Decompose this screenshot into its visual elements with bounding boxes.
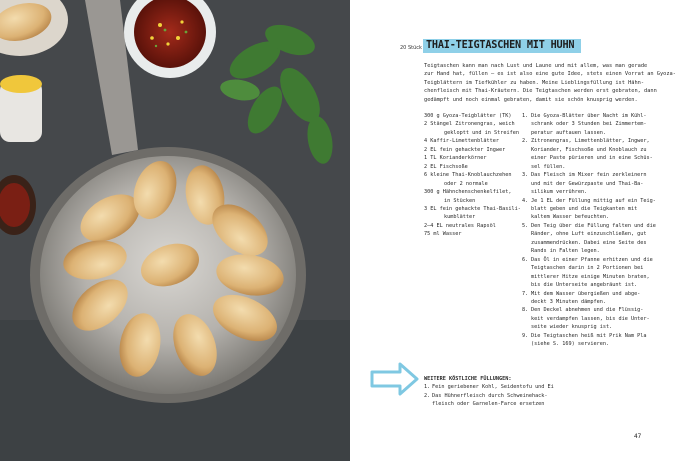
- step-number: 5.: [522, 222, 529, 229]
- step: [522, 112, 647, 137]
- more-fillings-title: WEITERE KÖSTLICHE FÜLLUNGEN:: [424, 376, 512, 382]
- ingredient-line: kumblätter: [444, 214, 476, 221]
- servings: 20 Stück: [400, 45, 422, 51]
- page-number: 47: [634, 433, 642, 440]
- step-text: mittlerer Hitze einige Minuten braten,: [531, 273, 650, 280]
- more-fillings: [424, 375, 584, 409]
- step-text: Teigtaschen darin in 2 Portionen bei: [531, 265, 644, 272]
- step: [522, 222, 656, 256]
- ingredient-line: 4 Kaffir-Limettenblätter: [424, 138, 499, 145]
- step-number: 7.: [522, 290, 529, 297]
- step-text: sel füllen.: [531, 163, 566, 170]
- steps-list: [522, 112, 656, 349]
- ingredient-line: 2–4 EL neutrales Rapsöl: [424, 222, 496, 229]
- step-number: 8.: [522, 307, 529, 314]
- intro-line: zur Hand hat, füllen – es ist also eine gute Idee, stets einen Vorrat an Gyoza-: [424, 71, 676, 78]
- step: [522, 256, 653, 290]
- step: [522, 290, 647, 307]
- step-text: Das Fleisch im Mixer fein zerkleinern: [531, 172, 647, 179]
- ingredient-line: 2 EL fein gehackter Ingwer: [424, 146, 506, 153]
- step-number: 6.: [522, 256, 529, 263]
- step-text: Den Teig über die Füllung falten und die: [531, 222, 656, 229]
- step-text: zusammendrücken. Dabei eine Seite des: [531, 239, 647, 246]
- intro-line: Teigblättern im Tiefkühler zu haben. Meine Lieblingsfüllung ist Hähn-: [424, 79, 645, 86]
- step-text: Rands in Falten legen.: [531, 248, 600, 255]
- step-number: 3.: [522, 172, 529, 179]
- step-text: peratur auftauen lassen.: [531, 129, 606, 136]
- ingredient-line: in Stücken: [444, 197, 476, 204]
- step-text: einer Paste pürieren und in eine Schüs-: [531, 155, 653, 162]
- step-text: Je 1 EL der Füllung mittig auf ein Teig-: [531, 197, 656, 204]
- ingredient-line: 2 EL Fischsoße: [424, 163, 468, 170]
- ingredient-line: oder 2 normale: [444, 180, 488, 187]
- filling-item: [424, 383, 584, 391]
- step-text: bis die Unterseite angebräunt ist.: [531, 282, 638, 289]
- recipe-title: THAI-TEIGTASCHEN MIT HUHN: [426, 40, 575, 51]
- ingredient-line: 2 Stängel Zitronengras, weich: [424, 121, 515, 128]
- step-text: Zitronengras, Limettenblätter, Ingwer,: [531, 138, 650, 145]
- filling-item-number: 2.: [424, 392, 431, 399]
- step-text: deckt 3 Minuten dämpfen.: [531, 298, 606, 305]
- step-text: schrank oder 3 Stunden bei Zimmertem-: [531, 121, 647, 128]
- step-text: Mit dem Wasser übergießen und abge-: [531, 290, 641, 297]
- step-text: Die Gyoza-Blätter über Nacht im Kühl-: [531, 113, 647, 119]
- ingredient-line: 300 g Hähnchenschenkelfilet,: [424, 189, 512, 196]
- ingredient-line: 300 g Gyoza-Teigblätter (TK): [424, 113, 512, 119]
- ingredient-line: 3 EL fein gehackte Thai-Basili-: [424, 205, 521, 212]
- step-text: (siehe S. 169) servieren.: [531, 341, 610, 348]
- recipe-intro: [424, 62, 676, 104]
- step: [522, 332, 647, 349]
- step-text: silikum verrühren.: [531, 189, 588, 196]
- intro-line: Teigtaschen kann man nach Lust und Laune und mit allem, was man gerade: [424, 63, 648, 69]
- step-text: keit verdampfen lassen, bis die Unter-: [531, 315, 650, 322]
- step-text: Den Deckel abnehmen und die Flüssig-: [531, 307, 644, 314]
- intro-line: gedämpft und noch einmal gebraten, damit sie schön knusprig werden.: [424, 96, 638, 103]
- intro-line: chenfleisch mit Thai-Kräutern. Die Teigtaschen werden erst gebraten, dann: [424, 88, 657, 95]
- step-text: blatt geben und die Teigkanten mit: [531, 205, 638, 212]
- step: [522, 306, 650, 331]
- step: [522, 171, 647, 196]
- step-number: 2.: [522, 138, 529, 145]
- ingredients-list: [424, 112, 521, 239]
- filling-item-text: Fein geriebener Kohl, Seidentofu und Ei: [432, 384, 554, 391]
- filling-item-number: 1.: [424, 384, 431, 391]
- filling-item-text: Das Hühnerfleisch durch Schweinehack-: [432, 392, 548, 399]
- step-number: 9.: [522, 332, 529, 339]
- ingredient-line: gekloptt und in Streifen: [444, 129, 519, 136]
- recipe-page: [350, 0, 700, 461]
- step: [522, 197, 656, 222]
- step-text: seite wieder knusprig ist.: [531, 324, 613, 331]
- step-text: Koriander, Fischsoße und Knoblauch zu: [531, 146, 647, 153]
- step-text: kaltem Wasser befeuchten.: [531, 214, 610, 221]
- step-text: Die Teigtaschen heiß mit Prik Nam Pla: [531, 332, 647, 339]
- filling-item-text: fleisch oder Garnelen-Farce ersetzen: [432, 401, 545, 408]
- step-number: 4.: [522, 197, 529, 204]
- step-text: Das Öl in einer Pfanne erhitzen und die: [531, 256, 653, 263]
- step-number: 1.: [522, 113, 529, 119]
- arrow-right-icon: [370, 362, 420, 396]
- ingredient-line: 1 TL Korianderkörner: [424, 155, 487, 162]
- ingredient-line: 75 ml Wasser: [424, 231, 462, 238]
- filling-item: [424, 392, 584, 409]
- step: [522, 137, 653, 171]
- step-text: Ränder, ohne Luft einzuschließen, gut: [531, 231, 647, 238]
- ingredient-line: 6 kleine Thai-Knoblauchzehen: [424, 172, 512, 179]
- step-text: und mit der Gewürzpaste und Thai-Ba-: [531, 180, 644, 187]
